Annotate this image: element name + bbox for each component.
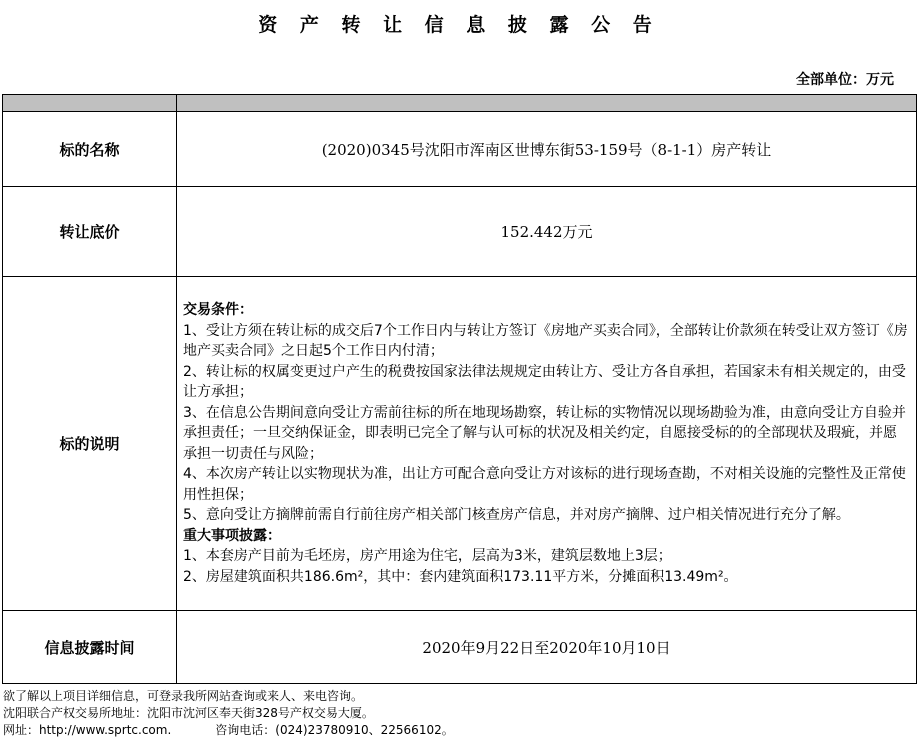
row-reserve-price [3,187,917,277]
condition-item: 1、受让方须在转让标的成交后7个工作日内与转让方签订《房地产买卖合同》，全部转让价款须在转受让双方签订《房地产买卖合同》之日起5个工作日内付清； [183,322,908,359]
reserve-price-value: 152.442万元 [177,187,917,277]
footer-address: 沈阳联合产权交易所地址：沈阳市沈河区奉天街328号产权交易大厦。 [3,706,374,720]
row-disclosure-period [3,611,917,684]
footer-website-phone-line [3,722,454,739]
disclosure-heading: 重大事项披露： [183,527,281,544]
condition-item: 3、在信息公告期间意向受让方需前往标的所在地现场勘察，转让标的实物情况以现场勘验为准，由意向受让方自验并承担责任；一旦交纳保证金，即表明已完全了解与认可标的状况及相关约定，自愿接受标的的全部现状及瑕疵，并愿承担一切责任与风险； [183,404,906,462]
asset-description-cell [177,277,917,611]
conditions-heading: 交易条件： [183,302,253,318]
asset-description-body [177,300,916,587]
asset-description-label: 标的说明 [3,277,177,611]
disclosure-item: 1、本套房产目前为毛坯房，房产用途为住宅，层高为3米，建筑层数地上3层； [183,548,672,564]
disclosure-period-label: 信息披露时间 [3,611,177,684]
table-header-row [3,95,917,112]
row-asset-name [3,112,917,187]
header-cell-left [3,95,177,112]
disclosure-table [2,94,917,684]
condition-item: 2、转让标的权属变更过户产生的税费按国家法律法规规定由转让方、受让方各自承担，若国家未有相关规定的，由受让方承担； [183,363,906,400]
condition-item: 4、本次房产转让以实物现状为准，出让方可配合意向受让方对该标的进行现场查勘，不对相关设施的完整性及正常使用性担保； [183,466,906,503]
footer-contact-info [3,688,454,739]
footer-phone: 咨询电话：(024)23780910、22566102。 [215,723,454,737]
disclosure-period-value: 2020年9月22日至2020年10月10日 [177,611,917,684]
condition-item: 5、意向受让方摘牌前需自行前往房产相关部门核查房产信息，并对房产摘牌、过户相关情况进行充分了解。 [183,507,850,523]
footer-inquiry-note: 欲了解以上项目详细信息，可登录我所网站查询或来人、来电咨询。 [3,689,364,703]
footer-website: 网址：http://www.sprtc.com. [3,723,172,737]
reserve-price-label: 转让底价 [3,187,177,277]
header-cell-right [177,95,917,112]
page-title: 资 产 转 让 信 息 披 露 公 告 [258,14,660,36]
disclosure-item: 2、房屋建筑面积共186.6m²，其中：套内建筑面积173.11平方米，分摊面积13.49m²。 [183,568,738,585]
asset-name-label: 标的名称 [3,112,177,187]
unit-note: 全部单位：万元 [796,72,894,88]
asset-name-value: (2020)0345号沈阳市浑南区世博东街53-159号（8-1-1）房产转让 [177,112,917,187]
row-asset-description [3,277,917,611]
